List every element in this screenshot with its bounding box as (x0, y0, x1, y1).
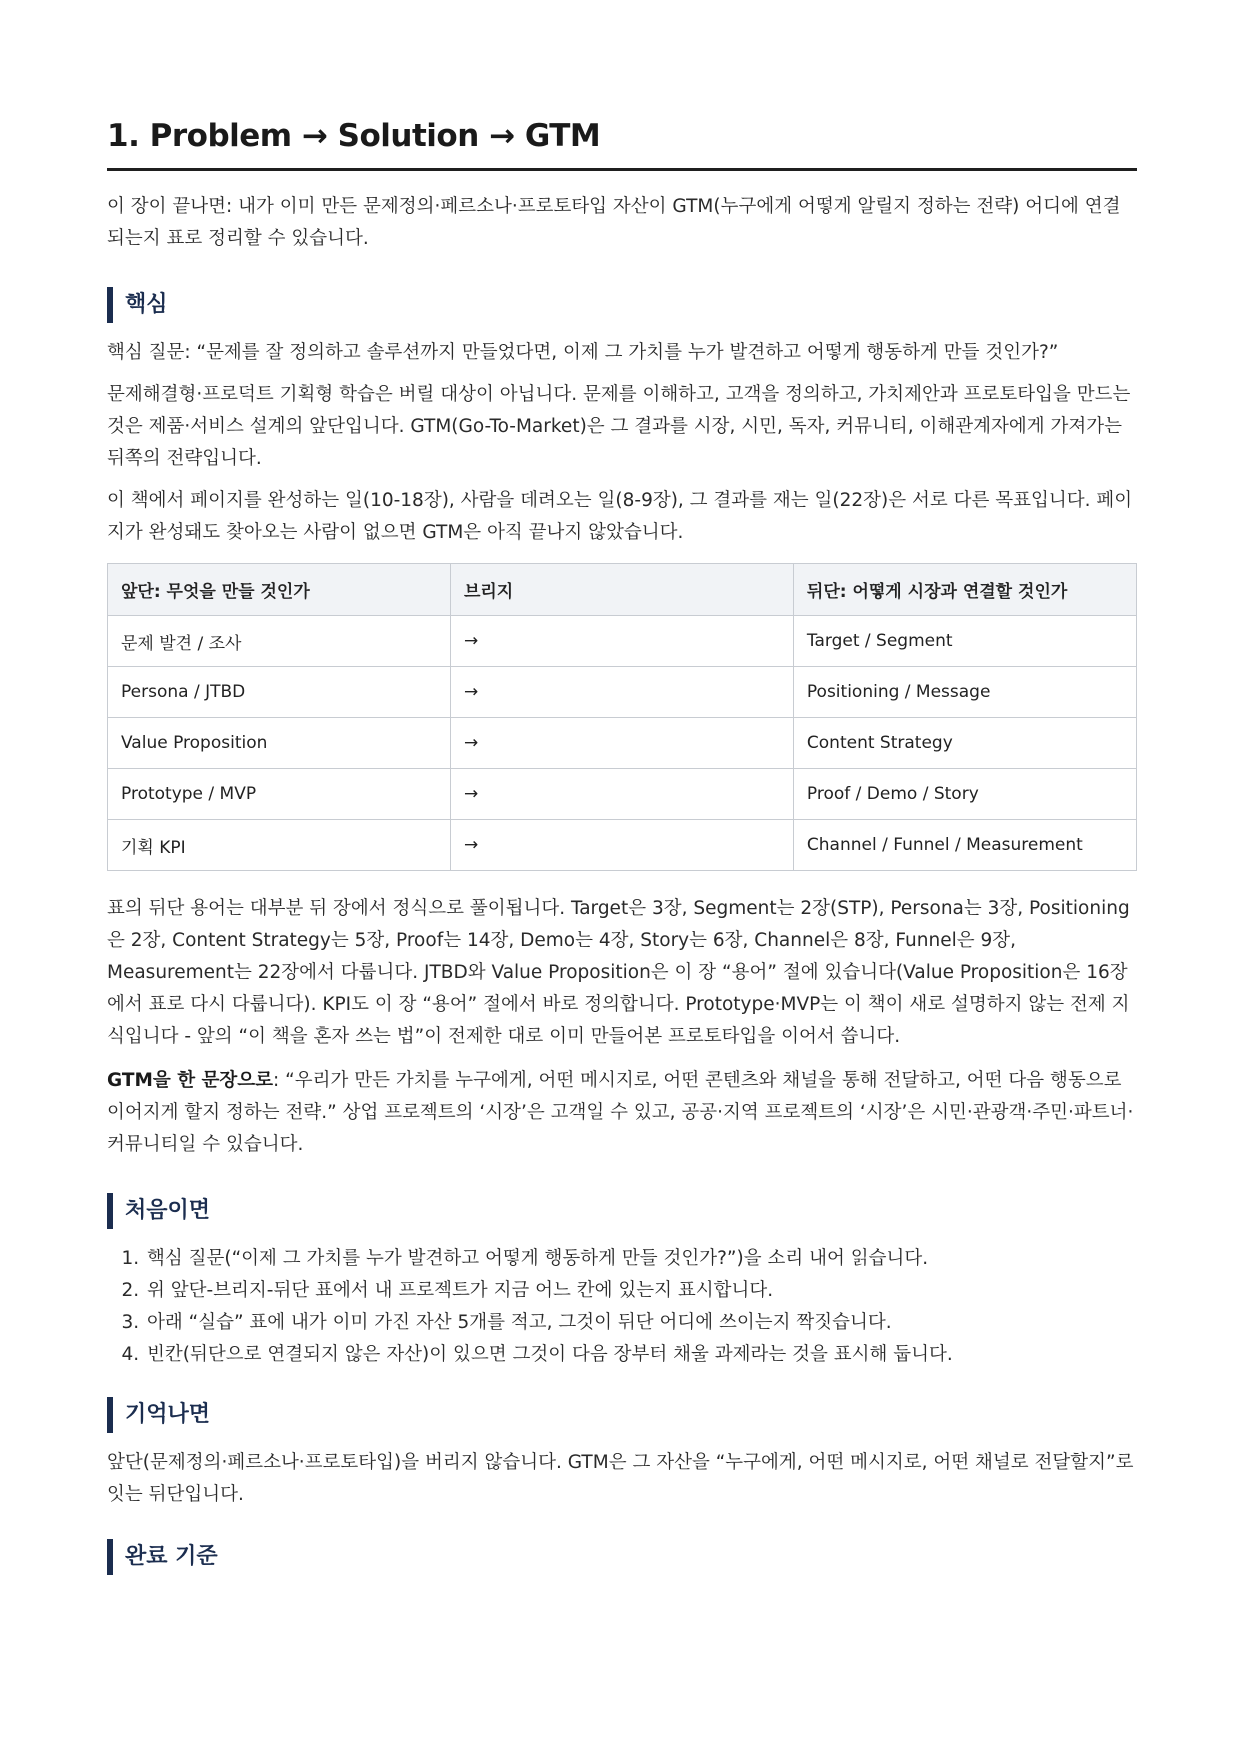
table-cell: Prototype / MVP (108, 769, 451, 820)
list-item: 4. 빈칸(뒤단으로 연결되지 않은 자산)이 있으면 그것이 다음 장부터 채울 과제라는 것을 표시해 둡니다. (145, 1339, 1137, 1371)
gtm-bold-label: GTM을 한 문장으로 (107, 1070, 273, 1091)
section-heading-core: 핵심 (107, 287, 1137, 323)
table-cell: → (450, 820, 793, 871)
table-cell: → (450, 718, 793, 769)
table-row (108, 820, 1137, 871)
section-heading-remember: 기억나면 (107, 1397, 1137, 1433)
terms-paragraph: 표의 뒤단 용어는 대부분 뒤 장에서 정식으로 풀이됩니다. Target은 3장, Segment는 2장(STP), Persona는 3장, Positioning은 2장, Content Strategy는 5장, Proof는 14장, Demo는 4장, Story는 6장, Channel은 8장, Funnel은 9장, Measurement는 22장에서 다룹니다. JTBD와 Value Proposition은 이 장 “용어” 절에 있습니다(Value Proposition은 16장에서 표로 다시 다룹니다). KPI도 이 장 “용어” 절에서 바로 정의합니다. Prototype·MVP는 이 책이 새로 설명하지 않는 전제 지식입니다 - 앞의 “이 책을 혼자 쓰는 법”이 전제한 대로 이미 만들어본 프로토타입을 이어서 씁니다. (107, 898, 1130, 1047)
section-heading-first: 처음이면 (107, 1193, 1137, 1229)
table-cell: 문제 발견 / 조사 (108, 616, 451, 667)
core-paragraph-2: 이 책에서 페이지를 완성하는 일(10-18장), 사람을 데려오는 일(8-9장), 그 결과를 재는 일(22장)은 서로 다른 목표입니다. 페이지가 완성돼도 찾아오는 사람이 없으면 GTM은 아직 끝나지 않았습니다. (107, 490, 1133, 543)
table-cell: Proof / Demo / Story (793, 769, 1136, 820)
bridge-table (107, 563, 1137, 871)
section-heading-done: 완료 기준 (107, 1539, 1137, 1575)
table-cell: 기획 KPI (108, 820, 451, 871)
core-question: 핵심 질문: “문제를 잘 정의하고 솔루션까지 만들었다면, 이제 그 가치를 누가 발견하고 어떻게 행동하게 만들 것인가?” (107, 342, 1059, 363)
table-cell: Positioning / Message (793, 667, 1136, 718)
gtm-one-sentence (107, 1065, 1137, 1161)
table-row (108, 718, 1137, 769)
document-page (107, 118, 1137, 1575)
table-cell: Persona / JTBD (108, 667, 451, 718)
table-cell: → (450, 769, 793, 820)
remember-paragraph: 앞단(문제정의·페르소나·프로토타입)을 버리지 않습니다. GTM은 그 자산을 “누구에게, 어떤 메시지로, 어떤 채널로 전달할지”로 잇는 뒤단입니다. (107, 1452, 1134, 1505)
table-cell: Value Proposition (108, 718, 451, 769)
list-item: 1. 핵심 질문(“이제 그 가치를 누가 발견하고 어떻게 행동하게 만들 것인가?”)을 소리 내어 읽습니다. (145, 1243, 1137, 1275)
gtm-definition: : “우리가 만든 가치를 누구에게, 어떤 메시지로, 어떤 콘텐츠와 채널을 통해 전달하고, 어떤 다음 행동으로 이어지게 할지 정하는 전략.” 상업 프로젝트의 ‘시장’은 고객일 수 있고, 공공·지역 프로젝트의 ‘시장’은 시민·관광객·주민·파트너·커뮤니티일 수 있습니다. (107, 1070, 1134, 1155)
page-title: 1. Problem → Solution → GTM (107, 118, 1137, 171)
table-row (108, 769, 1137, 820)
list-item: 2. 위 앞단-브리지-뒤단 표에서 내 프로젝트가 지금 어느 칸에 있는지 표시합니다. (145, 1275, 1137, 1307)
first-steps-list (107, 1243, 1137, 1371)
core-paragraph-1: 문제해결형·프로덕트 기획형 학습은 버릴 대상이 아닙니다. 문제를 이해하고, 고객을 정의하고, 가치제안과 프로토타입을 만드는 것은 제품·서비스 설계의 앞단입니다. GTM(Go-To-Market)은 그 결과를 시장, 시민, 독자, 커뮤니티, 이해관계자에게 가져가는 뒤쪽의 전략입니다. (107, 384, 1131, 469)
table-header-bridge: 브리지 (450, 564, 793, 616)
table-cell: Content Strategy (793, 718, 1136, 769)
table-row (108, 616, 1137, 667)
table-cell: Channel / Funnel / Measurement (793, 820, 1136, 871)
intro-paragraph: 이 장이 끝나면: 내가 이미 만든 문제정의·페르소나·프로토타입 자산이 GTM(누구에게 어떻게 알릴지 정하는 전략) 어디에 연결되는지 표로 정리할 수 있습니다. (107, 196, 1121, 249)
table-header-back: 뒤단: 어떻게 시장과 연결할 것인가 (793, 564, 1136, 616)
table-header-front: 앞단: 무엇을 만들 것인가 (108, 564, 451, 616)
table-cell: Target / Segment (793, 616, 1136, 667)
table-cell: → (450, 667, 793, 718)
list-item: 3. 아래 “실습” 표에 내가 이미 가진 자산 5개를 적고, 그것이 뒤단 어디에 쓰이는지 짝짓습니다. (145, 1307, 1137, 1339)
table-cell: → (450, 616, 793, 667)
table-header-row (108, 564, 1137, 616)
table-row (108, 667, 1137, 718)
